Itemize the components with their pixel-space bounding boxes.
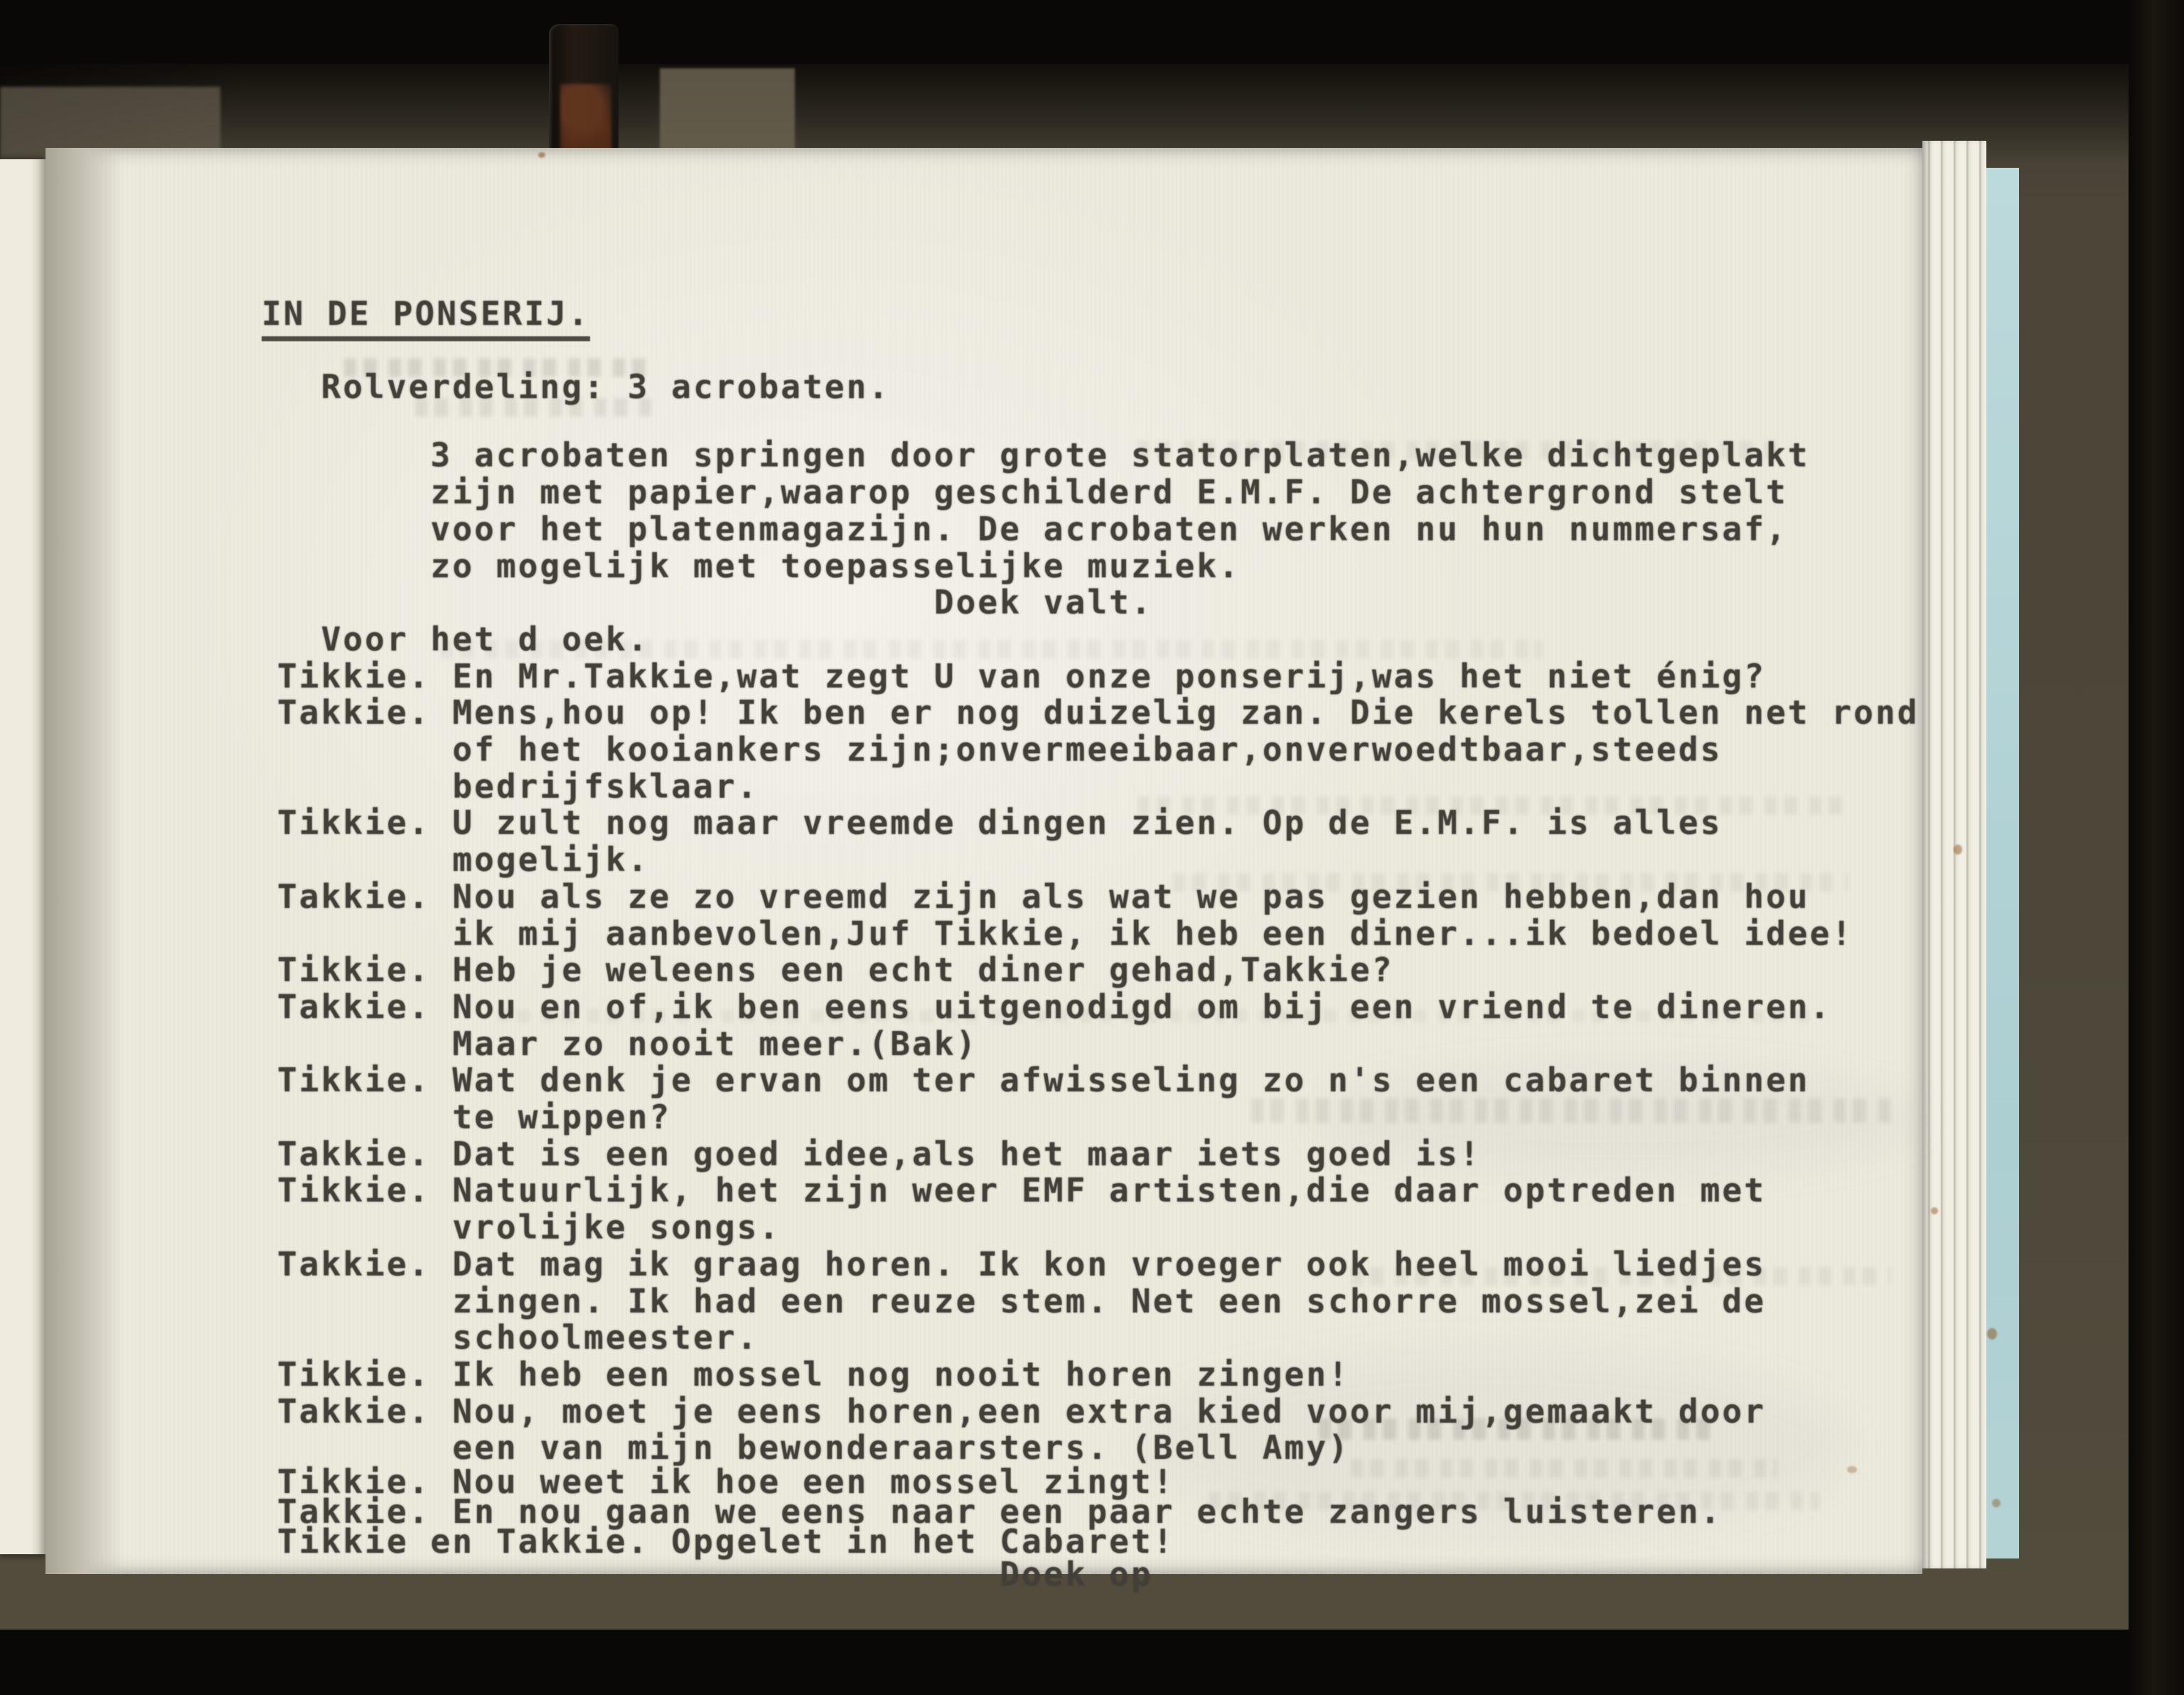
typescript-line: Takkie. Nou, moet je eens horen,een extra kied voor mij,gemaakt door [277, 1391, 1767, 1431]
typescript-line: Tikkie. Natuurlijk, het zijn weer EMF artisten,die daar optreden met [277, 1171, 1767, 1210]
typescript-line: zijn met papier,waarop geschilderd E.M.F. De achtergrond stelt [277, 473, 1788, 512]
foxing-spot [1954, 845, 1962, 855]
previous-page-edge [0, 159, 46, 1554]
typescript-line: zo mogelijk met toepasselijke muziek. [277, 546, 1241, 585]
typescript-line: Doek valt. [277, 583, 1153, 622]
typescript-line: Maar zo nooit meer.(Bak) [277, 1024, 978, 1063]
typescript-line: Tikkie. U zult nog maar vreemde dingen zien. Op de E.M.F. is alles [277, 803, 1723, 843]
foxing-spot [538, 152, 545, 158]
album-cover-edge [2129, 0, 2184, 1695]
typescript-line: zingen. Ik had een reuze stem. Net een schorre mossel,zei de [277, 1281, 1767, 1320]
typescript-line: Takkie. Nou als ze zo vreemd zijn als wat we pas gezien hebben,dan hou [277, 877, 1810, 916]
typescript-line: Takkie. En nou gaan we eens naar een paar echte zangers luisteren. [277, 1492, 1723, 1531]
foxing-spot [1992, 1499, 2001, 1507]
typescript-line: IN DE PONSERIJ. [262, 296, 1920, 333]
typescript-line: Tikkie. Wat denk je ervan om ter afwisseling zo n's een cabaret binnen [277, 1061, 1810, 1100]
typescript-line: Voor het d oek. [277, 619, 650, 658]
typescript-line: 3 acrobaten springen door grote statorplaten,welke dichtgeplakt [277, 436, 1810, 475]
typescript-line: een van mijn bewonderaarsters. (Bell Amy) [277, 1428, 1350, 1467]
page-gutter-shadow [46, 148, 124, 1574]
typescript-line: mogelijk. [277, 840, 650, 879]
typescript-line: te wippen? [277, 1098, 672, 1137]
foxing-spot [1987, 1328, 1997, 1340]
foxing-spot [1847, 1466, 1857, 1473]
typescript-line: Tikkie. Ik heb een mossel nog nooit horen zingen! [277, 1354, 1350, 1394]
typescript-line: Takkie. Dat mag ik graag horen. Ik kon vroeger ook heel mooi liedjes [277, 1244, 1767, 1283]
blue-page-edge [1986, 168, 2019, 1558]
typescript-line: Rolverdeling: 3 acrobaten. [277, 367, 891, 406]
typewritten-page [46, 148, 1922, 1594]
typescript-line: ik mij aanbevolen,Juf Tikkie, ik heb een diner...ik bedoel idee! [277, 914, 1854, 953]
page-stack-edges [1922, 141, 1986, 1568]
foxing-spot [1931, 1207, 1938, 1214]
typescript-line: Tikkie. En Mr.Takkie,wat zegt U van onze ponserij,was het niet énig? [277, 656, 1767, 695]
typescript-line: of het kooiankers zijn;onvermeeibaar,onverwoedtbaar,steeds [277, 730, 1723, 769]
typescript-line: Takkie. Mens,hou op! Ik ben er nog duizelig zan. Die kerels tollen net rond [277, 693, 1920, 732]
typescript-line: Tikkie. Heb je weleens een echt diner gehad,Takkie? [277, 951, 1394, 990]
typescript-text-block [262, 294, 1920, 1594]
typescript-line: Doek op [277, 1555, 1153, 1594]
typescript-line: Takkie. Dat is een goed idee,als het maar iets goed is! [277, 1134, 1482, 1173]
typescript-line: Tikkie. Nou weet ik hoe een mossel zingt! [277, 1463, 1175, 1502]
typescript-line: bedrijfsklaar. [277, 766, 759, 806]
typescript-line: Tikkie en Takkie. Opgelet in het Cabaret! [277, 1522, 1175, 1561]
typescript-line: schoolmeester. [277, 1318, 759, 1357]
typescript-line: vrolijke songs. [277, 1208, 781, 1247]
typescript-line: Takkie. Nou en of,ik ben eens uitgenodigd om bij een vriend te dineren. [277, 987, 1832, 1026]
typescript-line: voor het platenmagazijn. De acrobaten werken nu hun nummersaf, [277, 509, 1788, 548]
